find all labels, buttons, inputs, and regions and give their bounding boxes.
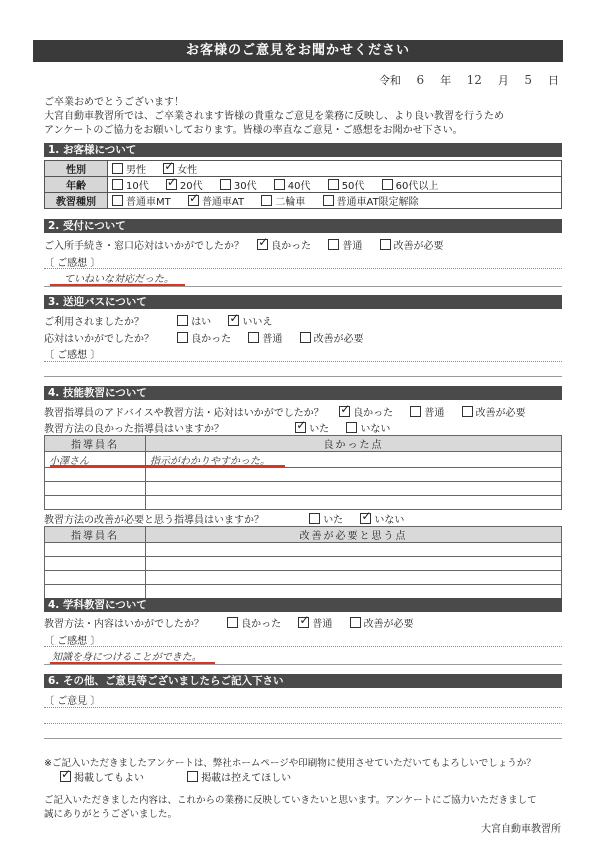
checkbox-checked[interactable]	[166, 179, 177, 190]
option-label: 20代	[179, 181, 203, 192]
column-header-good-point: 良かった点	[146, 436, 562, 452]
checkbox-checked[interactable]	[188, 195, 199, 206]
checkbox[interactable]	[300, 332, 311, 343]
option-yes[interactable]	[177, 313, 211, 328]
checkbox[interactable]	[112, 163, 123, 174]
option-label: 普通	[342, 241, 363, 252]
option-label: いない	[360, 424, 391, 435]
option-label: 男性	[126, 165, 146, 176]
option-label: 普通車MT	[126, 197, 171, 208]
intro-line: 大宮自動車教習所では、ご卒業されます皆様の貴重なご意見を業務に反映し、より良い教習を行うため	[44, 111, 504, 122]
opinion-label: 〔 ご意見 〕	[44, 696, 101, 707]
option-yes[interactable]	[309, 511, 343, 526]
red-underline	[50, 465, 285, 467]
table-row	[45, 585, 562, 599]
academic-question-row	[44, 615, 428, 630]
footer-line: 誠にありがとうございました。	[44, 809, 178, 820]
option-label: 女性	[177, 165, 198, 176]
checkbox[interactable]	[382, 179, 393, 190]
option-needs-improvement[interactable]	[462, 404, 526, 419]
table-cell[interactable]	[45, 585, 146, 599]
option-label: 良かった	[353, 408, 394, 419]
checkbox[interactable]	[187, 771, 198, 782]
divider	[44, 268, 562, 269]
table-header-row	[45, 527, 562, 543]
table-row	[45, 557, 562, 571]
divider	[44, 664, 562, 665]
checkbox[interactable]	[410, 406, 421, 417]
option-label: 50代	[341, 181, 365, 192]
option-no[interactable]	[346, 420, 390, 435]
option-needs-improvement[interactable]	[300, 330, 364, 345]
column-header-name: 指導員名	[45, 436, 146, 452]
table-cell[interactable]	[146, 571, 562, 585]
table-header-row	[45, 436, 562, 452]
row-label-gender: 性別	[45, 161, 108, 177]
divider	[44, 738, 562, 739]
option-label: 60代以上	[395, 181, 439, 192]
option-mt[interactable]	[112, 193, 171, 208]
checkbox-checked[interactable]	[339, 406, 350, 417]
age-options	[108, 177, 562, 193]
bus-question-use: ご利用されましたか？	[44, 317, 144, 328]
checkbox[interactable]	[328, 239, 339, 250]
bus-q1-row	[44, 313, 286, 328]
intro-line: ご卒業おめでとうございます！	[44, 97, 184, 108]
option-label: いない	[374, 515, 405, 526]
checkbox[interactable]	[462, 406, 473, 417]
intro-text	[44, 96, 564, 138]
table-cell[interactable]	[45, 543, 146, 557]
option-label: 良かった	[191, 334, 232, 345]
checkbox[interactable]	[112, 195, 123, 206]
customer-info-table	[44, 160, 562, 209]
option-needs-improvement[interactable]	[350, 615, 414, 630]
bus-question-service: 応対はいかがでしたか？	[44, 334, 154, 345]
table-cell[interactable]	[45, 496, 146, 510]
bus-q2-row	[44, 330, 378, 345]
option-normal[interactable]	[328, 237, 362, 252]
section-header-customer: 1. お客様について	[44, 143, 562, 157]
month-value[interactable]: 12	[466, 73, 482, 87]
checkbox-checked[interactable]	[228, 315, 239, 326]
option-label: 10代	[126, 181, 149, 192]
date-era: 令和	[378, 74, 401, 87]
option-good[interactable]	[227, 615, 281, 630]
checkbox-checked[interactable]	[60, 771, 71, 782]
divider	[44, 361, 562, 362]
table-cell[interactable]	[146, 482, 562, 496]
good-instructor-table	[44, 435, 562, 510]
divider	[44, 646, 562, 647]
section-header-academic: 4. 学科教習について	[44, 598, 562, 612]
option-label: いた	[323, 515, 344, 526]
option-label: 普通	[262, 334, 283, 345]
row-label-course: 教習種別	[45, 193, 108, 209]
table-cell[interactable]	[45, 468, 146, 482]
option-label: 掲載は控えてほしい	[201, 773, 292, 784]
option-label: 掲載してもよい	[74, 773, 144, 784]
option-needs-improvement[interactable]	[380, 237, 444, 252]
checkbox[interactable]	[261, 195, 272, 206]
month-label: 月	[497, 74, 509, 87]
option-allow-publish[interactable]	[60, 769, 144, 784]
table-cell[interactable]	[146, 468, 562, 482]
option-60s-plus[interactable]	[382, 177, 439, 192]
option-no[interactable]	[228, 313, 272, 328]
option-at[interactable]	[188, 193, 244, 208]
reception-question: ご入所手続き・窓口応対はいかがでしたか？	[44, 241, 244, 252]
checkbox-checked[interactable]	[360, 513, 371, 524]
option-label: はい	[191, 317, 212, 328]
option-label: 改善が必要	[393, 241, 444, 252]
option-decline-publish[interactable]	[187, 769, 291, 784]
checkbox[interactable]	[309, 513, 320, 524]
checkbox[interactable]	[346, 422, 357, 433]
school-name: 大宮自動車教習所	[481, 824, 561, 835]
column-header-improvement-point: 改善が必要と思う点	[146, 527, 562, 543]
checkbox-checked[interactable]	[257, 239, 268, 250]
checkbox[interactable]	[177, 315, 188, 326]
option-50s[interactable]	[328, 177, 365, 192]
divider	[44, 723, 562, 724]
column-header-name: 指導員名	[45, 527, 146, 543]
option-good[interactable]	[339, 404, 393, 419]
divider	[44, 376, 562, 377]
checkbox[interactable]	[350, 617, 361, 628]
checkbox-checked[interactable]	[298, 617, 309, 628]
table-row	[45, 496, 562, 510]
option-label: 改善が必要	[475, 408, 526, 419]
option-20s[interactable]	[166, 177, 203, 192]
table-cell[interactable]	[146, 496, 562, 510]
checkbox[interactable]	[274, 179, 285, 190]
checkbox[interactable]	[328, 179, 339, 190]
table-row	[45, 161, 562, 177]
day-value[interactable]: 5	[524, 73, 532, 87]
option-good[interactable]	[257, 237, 311, 252]
checkbox-checked[interactable]	[295, 422, 306, 433]
table-cell[interactable]	[45, 482, 146, 496]
page-title: お客様のご意見をお聞かせください	[33, 40, 563, 62]
reception-question-row	[44, 237, 458, 252]
checkbox[interactable]	[112, 179, 123, 190]
consent-question: ※ご記入いただきましたアンケートは、弊社ホームページや印刷物に使用させていただいてもよろしいでしょうか？	[44, 758, 536, 769]
option-10s[interactable]	[112, 177, 149, 192]
reception-comment[interactable]: ていねいな対応だった。	[64, 274, 174, 285]
option-normal[interactable]	[298, 615, 332, 630]
table-row	[45, 468, 562, 482]
option-label: 二輪車	[275, 197, 306, 208]
intro-line: アンケートのご協力をお願いしております。皆様の率直なご意見・ご感想をお聞かせ下さい。	[44, 125, 463, 136]
option-label: 良かった	[241, 619, 282, 630]
year-value[interactable]: 6	[416, 73, 425, 87]
table-row	[45, 571, 562, 585]
table-cell[interactable]	[146, 543, 562, 557]
checkbox-checked[interactable]	[163, 163, 174, 174]
table-row	[45, 482, 562, 496]
option-label: いた	[309, 424, 330, 435]
option-label: 40代	[287, 181, 311, 192]
option-40s[interactable]	[274, 177, 311, 192]
divider	[44, 286, 562, 287]
section-header-skills: 4. 技能教習について	[44, 386, 562, 400]
table-row	[45, 543, 562, 557]
option-good[interactable]	[177, 330, 231, 345]
table-cell[interactable]	[146, 557, 562, 571]
impression-label: 〔 ご感想 〕	[44, 636, 101, 647]
skills-q1-row	[44, 404, 540, 419]
skills-question-instructor: 教習指導員のアドバイスや教習方法・応対はいかがでしたか？	[44, 408, 324, 419]
academic-comment[interactable]: 知識を身につけることができた。	[52, 652, 202, 663]
option-yes[interactable]	[295, 420, 329, 435]
section-header-bus: 3. 送迎バスについて	[44, 295, 562, 309]
day-label: 日	[548, 74, 559, 87]
option-label: いいえ	[242, 317, 273, 328]
option-label: 普通車AT	[201, 197, 245, 208]
option-label: 良かった	[271, 241, 312, 252]
skills-question-good-instructor: 教習方法の良かった指導員はいますか？	[44, 424, 224, 435]
option-label: 普通車AT限定解除	[336, 197, 419, 208]
section-header-other: 6. その他、ご意見等ございましたらご記入下さい	[44, 674, 562, 688]
option-male[interactable]	[112, 161, 146, 176]
table-cell[interactable]	[45, 571, 146, 585]
table-row	[45, 193, 562, 209]
option-label: 改善が必要	[363, 619, 414, 630]
course-options	[108, 193, 562, 209]
table-cell[interactable]	[45, 557, 146, 571]
row-label-age: 年齢	[45, 177, 108, 193]
checkbox[interactable]	[380, 239, 391, 250]
table-cell[interactable]	[146, 585, 562, 599]
option-motorcycle[interactable]	[261, 193, 305, 208]
option-no[interactable]	[360, 511, 404, 526]
good-instructor-name[interactable]: 小澤さん	[45, 452, 146, 468]
academic-question: 教習方法・内容はいかがでしたか？	[44, 619, 204, 630]
bad-instructor-table	[44, 526, 562, 599]
skills-question-bad-instructor: 教習方法の改善が必要と思う指導員はいますか？	[44, 515, 264, 526]
section-header-reception: 2. 受付について	[44, 219, 562, 233]
option-female[interactable]	[163, 161, 197, 176]
option-label: 普通	[424, 408, 445, 419]
skills-q3-row	[44, 511, 418, 526]
date-line	[373, 72, 559, 88]
impression-label: 〔 ご感想 〕	[44, 258, 101, 269]
checkbox[interactable]	[177, 332, 188, 343]
year-label: 年	[440, 74, 452, 87]
option-at-limit-release[interactable]	[323, 193, 419, 208]
table-row	[45, 177, 562, 193]
checkbox[interactable]	[220, 179, 231, 190]
option-normal[interactable]	[248, 330, 282, 345]
impression-label: 〔 ご感想 〕	[44, 350, 101, 361]
consent-options	[60, 769, 305, 784]
option-label: 普通	[312, 619, 333, 630]
option-label: 30代	[233, 181, 257, 192]
option-label: 改善が必要	[313, 334, 364, 345]
footer-line: ご記入いただきました内容は、これからの業務に反映していきたいと思います。アンケートにご協力いただきまして	[44, 795, 537, 806]
good-instructor-point[interactable]: 指示がわかりやすかった。	[146, 452, 562, 468]
option-normal[interactable]	[410, 404, 444, 419]
checkbox[interactable]	[227, 617, 238, 628]
divider	[44, 707, 562, 708]
skills-q2-row	[44, 420, 404, 435]
checkbox[interactable]	[248, 332, 259, 343]
option-30s[interactable]	[220, 177, 257, 192]
checkbox[interactable]	[323, 195, 334, 206]
